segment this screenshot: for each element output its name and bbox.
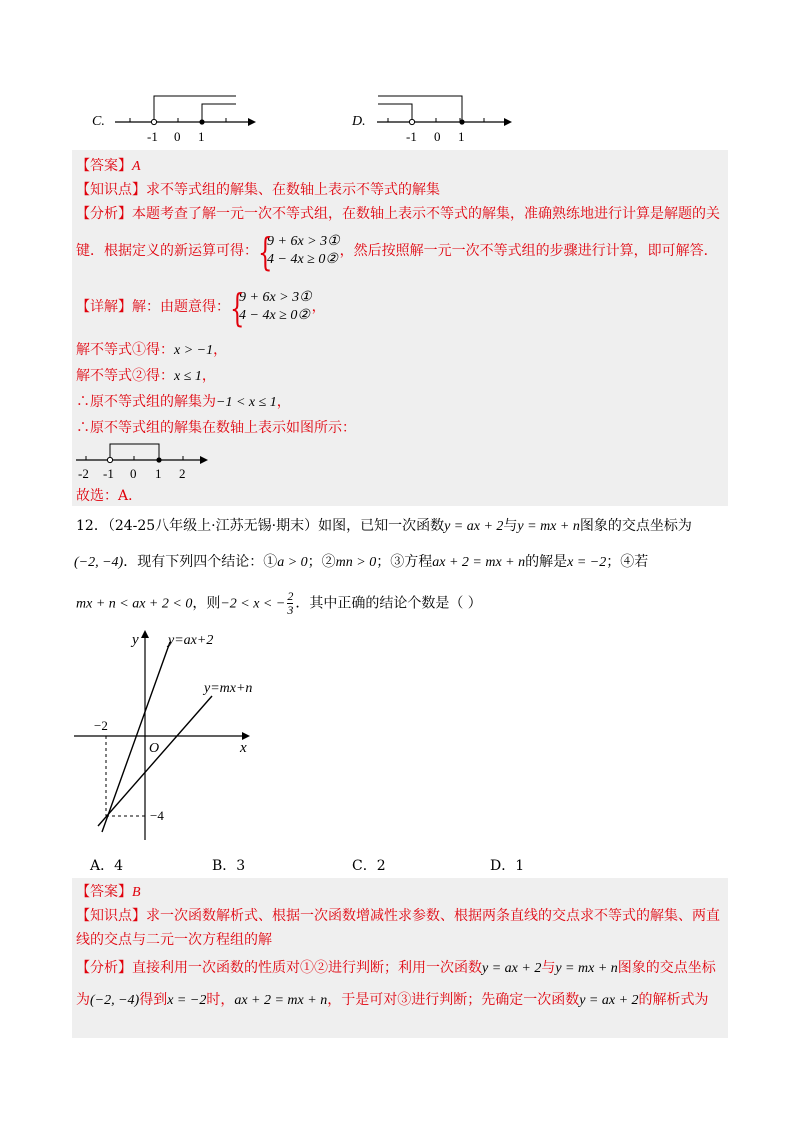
q11-analysis-line2: 键．根据定义的新运算可得： { 9 + 6x > 3① 4 − 4x ≥ 0② ，然后按照解一元一次不等式组的步骤进行计算，即可解答． [76, 230, 718, 274]
q12-graph-neg2: −2 [94, 718, 108, 733]
q12-graph-origin: O [149, 741, 160, 756]
option-d-letter: D. [352, 114, 366, 129]
q11-nl-tick: 1 [155, 466, 162, 481]
option-c-tick: 1 [198, 129, 205, 144]
q12-stem-line1: 12．（24-25八年级上·江苏无锡·期末）如图，已知一次函数y = ax + 2与y = mx + n图象的交点坐标为 [76, 518, 692, 534]
q12-graph-line1-label: y=ax+2 [168, 633, 214, 648]
q11-step2: 解不等式②得：x ≤ 1， [76, 368, 216, 384]
q11-answer: 【答案】A [76, 158, 141, 174]
q12-graph-x-label: x [240, 740, 247, 756]
q12-graph-y-label: y [132, 632, 139, 648]
q12-graph [70, 620, 290, 845]
q11-step4: ∴原不等式组的解集在数轴上表示如图所示： [76, 420, 356, 436]
q12-option-c[interactable]: C．2 [352, 858, 386, 874]
q12-analysis-line2: 为(−2, −4)得到x = −2时，ax + 2 = mx + n，于是可对③进行判断；先确定一次函数y = ax + 2的解析式为 [76, 992, 709, 1008]
q11-choose: 故选：A． [76, 488, 143, 504]
option-d-tick: 1 [458, 129, 465, 144]
q12-option-a[interactable]: A．4 [90, 858, 124, 874]
q12-fraction: $\frac{2}{3}$ [287, 589, 294, 617]
q12-option-b[interactable]: B．3 [212, 858, 246, 874]
q11-knowledge: 【知识点】求不等式组的解集、在数轴上表示不等式的解集 [76, 182, 440, 198]
q12-graph-neg4: −4 [150, 808, 164, 823]
q11-nl-tick: 0 [130, 466, 137, 481]
q11-analysis-line1: 【分析】本题考查了解一元一次不等式组，在数轴上表示不等式的解集，准确熟练地进行计算是解题的关 [76, 206, 720, 222]
q12-knowledge-line1: 【知识点】求一次函数解析式、根据一次函数增减性求参数、根据两条直线的交点求不等式的解集、两直 [76, 908, 720, 924]
q12-knowledge-line2: 线的交点与二元一次方程组的解 [76, 932, 272, 948]
q11-nl-tick: 2 [179, 466, 186, 481]
q12-answer: 【答案】B [76, 884, 141, 900]
option-d-tick: -1 [406, 129, 417, 144]
option-c-tick: -1 [147, 129, 158, 144]
q12-analysis-line1: 【分析】直接利用一次函数的性质对①②进行判断；利用一次函数y = ax + 2与y = mx + n图象的交点坐标 [76, 960, 716, 976]
q11-detail: 【详解】解：由题意得： { 9 + 6x > 3① 4 − 4x ≥ 0② ， [76, 286, 326, 330]
q12-graph-line2-label: y=mx+n [204, 681, 253, 696]
option-d-number-line [372, 90, 522, 150]
q11-nl-tick: -1 [103, 466, 114, 481]
option-c-number-line [110, 90, 260, 150]
q11-step1: 解不等式①得：x > −1， [76, 342, 228, 358]
q11-system: { 9 + 6x > 3① 4 − 4x ≥ 0② [258, 230, 340, 274]
option-c-tick: 0 [174, 129, 181, 144]
option-d-tick: 0 [434, 129, 441, 144]
option-c-letter: C. [92, 114, 105, 129]
q11-nl-tick: -2 [78, 466, 89, 481]
q11-solution-number-line [72, 440, 212, 484]
q11-step3: ∴原不等式组的解集为−1 < x ≤ 1， [76, 394, 291, 410]
q11-detail-system: { 9 + 6x > 3① 4 − 4x ≥ 0② [230, 286, 312, 330]
q12-stem-line2: (−2, −4)．现有下列四个结论：①a > 0；②mn > 0；③方程ax + 2 = mx + n的解是x = −2；④若 [74, 554, 649, 570]
q12-stem-line3: mx + n < ax + 2 < 0，则−2 < x < − $\frac{2}{3}$ ．其中正确的结论个数是（ ） [76, 589, 482, 617]
q12-option-d[interactable]: D．1 [490, 858, 525, 874]
